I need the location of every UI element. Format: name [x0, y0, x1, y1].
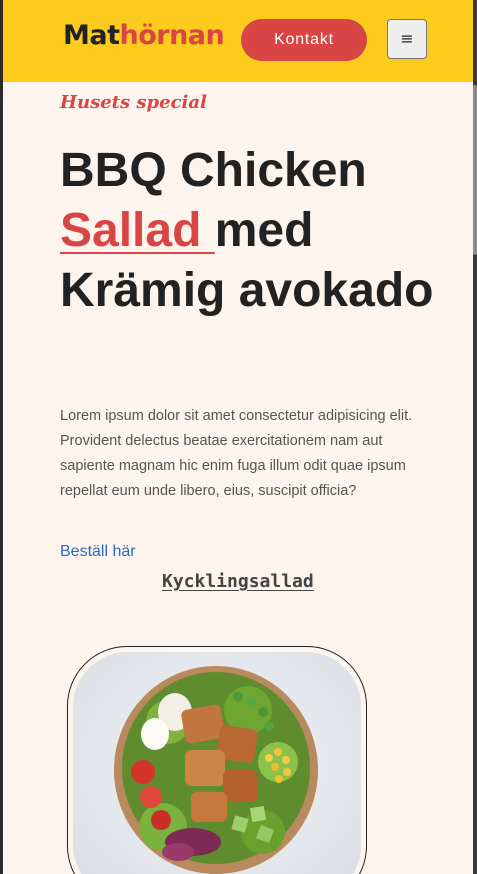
- hero-kicker: Husets special: [60, 92, 207, 113]
- logo-text-part2: hörnan: [119, 20, 225, 51]
- hamburger-menu-icon[interactable]: ≡: [387, 19, 427, 59]
- salad-image-frame: [67, 646, 367, 874]
- site-logo[interactable]: [63, 20, 224, 51]
- hero-title-accent: Sallad: [60, 204, 215, 257]
- hero-title-part1: BBQ Chicken: [60, 144, 367, 197]
- hero-title: [60, 141, 460, 321]
- salad-image: [73, 652, 361, 874]
- salad-bowl-illustration: [73, 652, 361, 874]
- image-caption: Kycklingsallad: [162, 571, 314, 592]
- hero-title-part2: med Krämig avokado: [60, 204, 434, 317]
- hero-description: Lorem ipsum dolor sit amet consectetur adipisicing elit. Provident delectus beatae exercitationem nam aut sapiente magnam hic enim fuga illum odit quae ipsum repellat eum unde libero, eius, suscipit officia?: [60, 408, 413, 499]
- page-viewport: [3, 0, 473, 874]
- contact-button[interactable]: Kontakt: [241, 19, 367, 61]
- logo-text-part1: Mat: [63, 20, 120, 51]
- page-scrollbar[interactable]: [473, 0, 477, 874]
- scrollbar-thumb[interactable]: [473, 85, 477, 255]
- order-link[interactable]: Beställ här: [60, 543, 136, 560]
- site-header: [3, 0, 473, 82]
